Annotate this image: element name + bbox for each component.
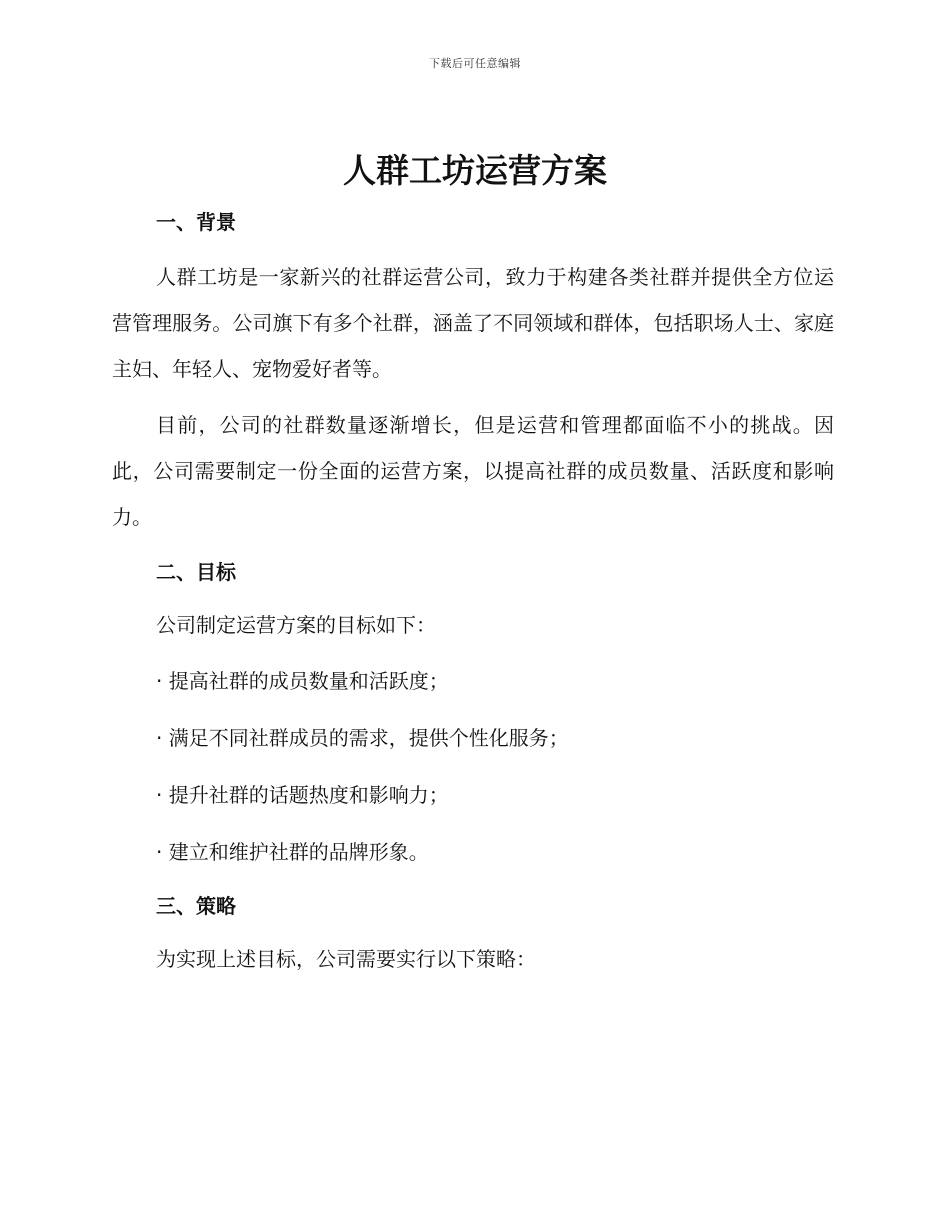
section-heading-goals: 二、目标: [156, 560, 236, 584]
goal-item: · 建立和维护社群的品牌形象。: [156, 840, 429, 864]
goal-item: · 提升社群的话题热度和影响力；: [156, 783, 449, 807]
goal-item: · 满足不同社群成员的需求，提供个性化服务；: [156, 726, 569, 750]
goal-item: · 提高社群的成员数量和活跃度；: [156, 669, 449, 693]
background-paragraph-1: 人群工坊是一家新兴的社群运营公司，致力于构建各类社群并提供全方位运营管理服务。公司旗下有多个社群，涵盖了不同领域和群体，包括职场人士、家庭主妇、年轻人、宠物爱好者等。: [112, 265, 834, 381]
page-header-note: 下载后可任意编辑: [429, 57, 521, 70]
document-body: [112, 202, 834, 982]
strategy-intro: 为实现上述目标，公司需要实行以下策略：: [156, 947, 536, 971]
document-title: 人群工坊运营方案: [343, 151, 607, 190]
section-heading-strategy: 三、策略: [156, 894, 236, 918]
goals-intro: 公司制定运营方案的目标如下：: [156, 613, 436, 637]
section-heading-background: 一、背景: [156, 210, 236, 234]
background-paragraph-2: 目前，公司的社群数量逐渐增长，但是运营和管理都面临不小的挑战。因此，公司需要制定一份全面的运营方案，以提高社群的成员数量、活跃度和影响力。: [112, 413, 834, 529]
